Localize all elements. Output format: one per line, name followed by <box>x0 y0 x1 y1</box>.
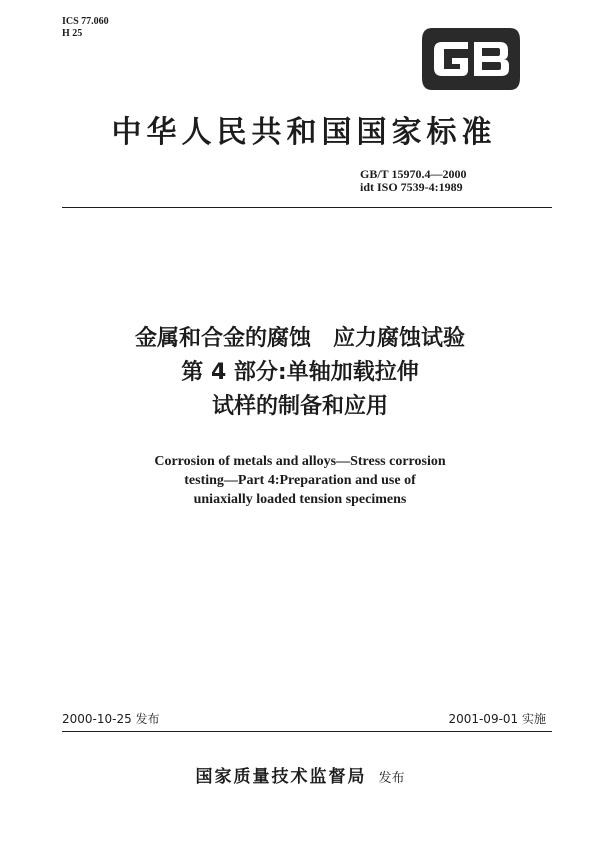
english-title-line3: uniaxially loaded tension specimens <box>193 492 407 507</box>
issuer-suffix: 发布 <box>378 771 405 786</box>
gb-logo-icon <box>418 24 524 94</box>
idt-reference: idt ISO 7539-4:1989 <box>360 180 463 194</box>
header-divider <box>62 207 552 208</box>
chinese-title-line3: 试样的制备和应用 <box>211 394 388 419</box>
chinese-title <box>0 322 600 424</box>
ics-code: ICS 77.060 <box>62 16 109 27</box>
standard-number: GB/T 15970.4—2000 <box>360 167 467 181</box>
ccs-code: H 25 <box>62 28 83 39</box>
english-title <box>0 452 600 509</box>
chinese-title-line1: 金属和合金的腐蚀 应力腐蚀试验 <box>134 326 465 351</box>
issuer-name: 国家质量技术监督局 <box>195 767 367 787</box>
standard-number-block <box>360 168 536 194</box>
english-title-line1: Corrosion of metals and alloys—Stress corrosion <box>154 454 446 469</box>
effective-date: 2001-09-01 实施 <box>448 712 546 726</box>
footer-divider <box>62 731 552 732</box>
gb-logo <box>418 24 524 94</box>
classification-codes <box>62 16 109 40</box>
standard-org-title: 中华人民共和国国家标准 <box>111 115 497 150</box>
issuer-line <box>0 762 600 787</box>
english-title-line2: testing—Part 4:Preparation and use of <box>184 473 416 488</box>
chinese-title-line2: 第 4 部分:单轴加载拉伸 <box>181 360 419 385</box>
issue-date: 2000-10-25 发布 <box>62 712 160 726</box>
